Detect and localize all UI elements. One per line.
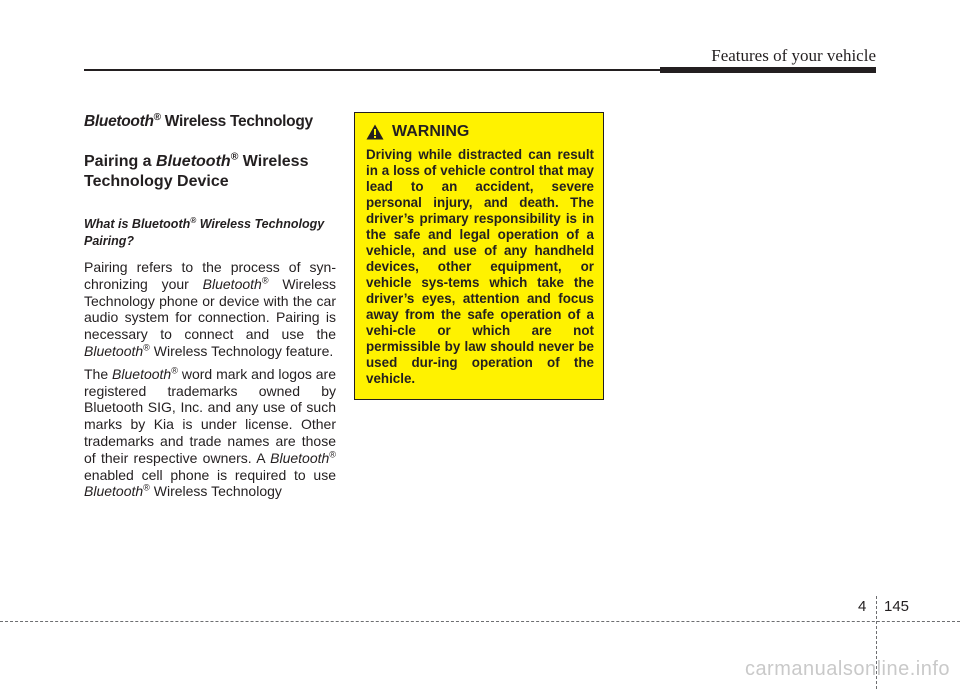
paragraph-pairing: Pairing refers to the process of syn-chronizing your Bluetooth® Wireless Technology phone or device with the car audio system for connection. Pairing is necessary to connect and use the Bluetooth® Wireless Technology feature. bbox=[84, 259, 337, 359]
main-column bbox=[84, 112, 336, 500]
question-heading: What is Bluetooth® Wireless Technology Pairing? bbox=[84, 215, 325, 248]
header-rule bbox=[84, 69, 660, 71]
footer-rule bbox=[0, 621, 960, 622]
section-title: Bluetooth® Wireless Technology bbox=[84, 111, 313, 130]
warning-text: Driving while distracted can result in a loss of vehicle control that may lead to an accident, severe personal injury, and death. The driver’s primary responsibility is in the safe and legal operation of a vehicle, and use of any handheld devices, other equipment, or vehicle sys-tems which take the driver’s eyes, attention and focus away from the safe operation of a vehi-cle or which are not permissible by law should never be used dur-ing operation of the vehicle. bbox=[366, 147, 594, 386]
warning-title: WARNING bbox=[392, 123, 470, 140]
watermark: carmanualsonline.info bbox=[744, 658, 950, 680]
warning-header bbox=[366, 123, 603, 141]
warning-triangle-icon bbox=[366, 124, 384, 140]
page-number: 145 bbox=[884, 598, 910, 615]
subsection-title: Pairing a Bluetooth® Wireless Technology Device bbox=[84, 151, 309, 190]
paragraph-trademark: The Bluetooth® word mark and logos are registered trademarks owned by Bluetooth SIG, Inc. and any use of such marks by Kia is under license. Other trademarks and trade names are those of their respective owners. A Bluetooth® enabled cell phone is required to use Bluetooth® Wireless Technology bbox=[84, 365, 337, 500]
warning-box bbox=[354, 112, 604, 400]
chapter-number: 4 bbox=[858, 598, 867, 615]
running-header: Features of your vehicle bbox=[711, 46, 876, 65]
header-rule-accent bbox=[660, 67, 876, 73]
